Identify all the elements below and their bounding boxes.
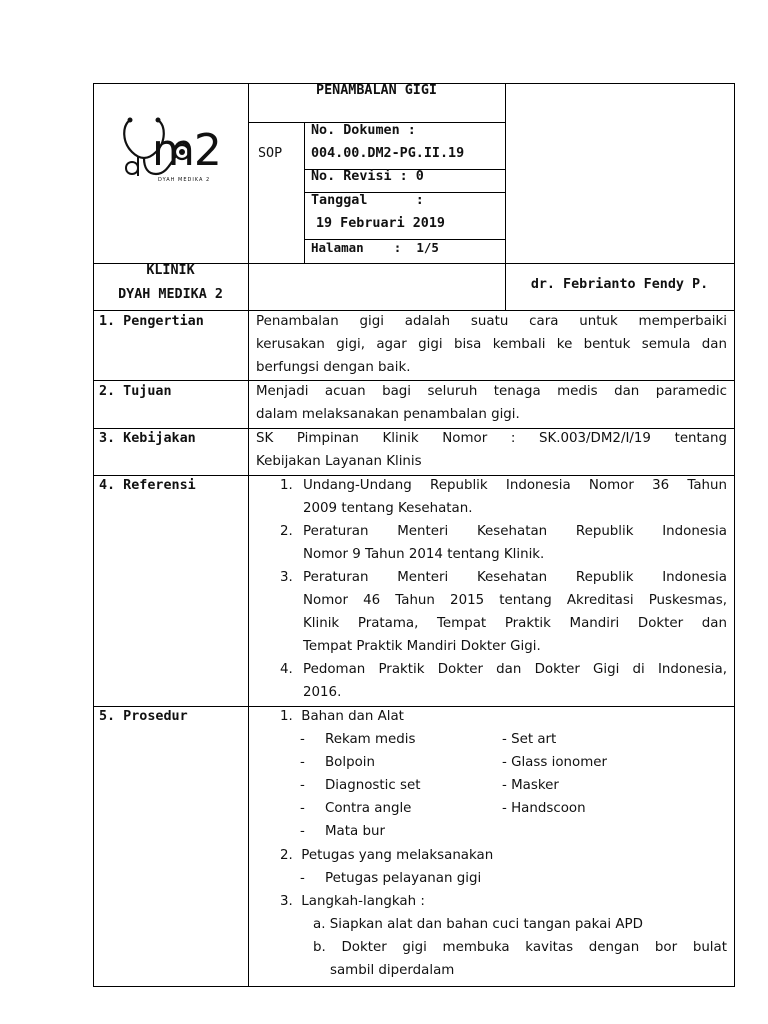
- ref-line: Nomor 46 Tahun 2015 tentang Akreditasi Puskesmas,: [303, 593, 727, 608]
- pengertian-line: berfungsi dengan baik.: [256, 360, 411, 375]
- bullet-dash: -: [300, 732, 305, 747]
- tool-item: - Set art: [502, 732, 557, 747]
- ref-line: 2016.: [303, 685, 342, 700]
- date-value: 19 Februari 2019: [316, 216, 445, 231]
- ref-number: 1.: [280, 478, 293, 493]
- logo-caption: DYAH MEDIKA 2: [158, 177, 211, 183]
- table-border-right: [734, 83, 735, 987]
- ref-number: 4.: [280, 662, 293, 677]
- doc-number-value: 004.00.DM2-PG.II.19: [311, 146, 465, 161]
- tujuan-line: dalam melaksanakan penambalan gigi.: [256, 407, 520, 422]
- section-label-pengertian: 1. Pengertian: [99, 314, 204, 329]
- table-border-bottom: [93, 986, 735, 987]
- section-label-prosedur: 5. Prosedur: [99, 709, 188, 724]
- divider: [93, 706, 735, 707]
- tool-item: - Glass ionomer: [502, 755, 607, 770]
- kebijakan-line: Kebijakan Layanan Klinis: [256, 454, 422, 469]
- tool-item: - Handscoon: [502, 801, 586, 816]
- ref-line: Klinik Pratama, Tempat Praktik Mandiri Dokter dan: [303, 616, 727, 631]
- revision-number: No. Revisi : 0: [311, 169, 424, 184]
- staff-item: Petugas pelayanan gigi: [325, 871, 482, 886]
- document-title: PENAMBALAN GIGI: [316, 83, 437, 98]
- divider: [248, 83, 249, 310]
- divider: [248, 310, 249, 987]
- tool-item: Contra angle: [325, 801, 412, 816]
- bullet-dash: -: [300, 778, 305, 793]
- bullet-dash: -: [300, 871, 305, 886]
- step-item: b. Dokter gigi membuka kavitas dengan bor bulat: [313, 940, 727, 955]
- ref-line: Nomor 9 Tahun 2014 tentang Klinik.: [303, 547, 545, 562]
- date-label: Tanggal :: [311, 193, 424, 208]
- step-item: sambil diperdalam: [330, 963, 455, 978]
- section-label-tujuan: 2. Tujuan: [99, 384, 172, 399]
- ref-number: 3.: [280, 570, 293, 585]
- section-label-kebijakan: 3. Kebijakan: [99, 431, 196, 446]
- tool-item: Diagnostic set: [325, 778, 421, 793]
- ref-number: 2.: [280, 524, 293, 539]
- ref-line: 2009 tentang Kesehatan.: [303, 501, 473, 516]
- section-label-referensi: 4. Referensi: [99, 478, 196, 493]
- page-number: Halaman : 1/5: [311, 240, 439, 255]
- tool-item: Rekam medis: [325, 732, 416, 747]
- ref-line: Peraturan Menteri Kesehatan Republik Indonesia: [303, 524, 727, 539]
- pengertian-line: Penambalan gigi adalah suatu cara untuk memperbaiki: [256, 314, 727, 329]
- kebijakan-line: SK Pimpinan Klinik Nomor : SK.003/DM2/I/19 tentang: [256, 431, 727, 446]
- tool-item: - Masker: [502, 778, 559, 793]
- ref-line: Undang-Undang Republik Indonesia Nomor 36 Tahun: [303, 478, 727, 493]
- clinic-name-line1: KLINIK: [146, 263, 195, 278]
- clinic-name-line2: DYAH MEDIKA 2: [118, 287, 223, 302]
- ref-line: Tempat Praktik Mandiri Dokter Gigi.: [303, 639, 541, 654]
- table-border-left: [93, 83, 94, 987]
- step-item: a. Siapkan alat dan bahan cuci tangan pakai APD: [313, 917, 643, 932]
- bullet-dash: -: [300, 801, 305, 816]
- pengertian-line: kerusakan gigi, agar gigi bisa kembali ke bentuk semula dan: [256, 337, 727, 352]
- signatory-name: dr. Febrianto Fendy P.: [530, 277, 709, 292]
- ref-line: Peraturan Menteri Kesehatan Republik Indonesia: [303, 570, 727, 585]
- bullet-dash: -: [300, 824, 305, 839]
- tool-item: Bolpoin: [325, 755, 375, 770]
- tool-item: Mata bur: [325, 824, 385, 839]
- prosedur-item-heading: 1. Bahan dan Alat: [280, 709, 404, 724]
- clinic-logo: [118, 112, 236, 188]
- sop-label: SOP: [258, 146, 283, 161]
- prosedur-item-heading: 3. Langkah-langkah :: [280, 894, 425, 909]
- tujuan-line: Menjadi acuan bagi seluruh tenaga medis dan paramedic: [256, 384, 727, 399]
- prosedur-item-heading: 2. Petugas yang melaksanakan: [280, 848, 494, 863]
- bullet-dash: -: [300, 755, 305, 770]
- doc-number-label: No. Dokumen :: [311, 123, 416, 138]
- logo-text: m2: [152, 125, 221, 176]
- ref-line: Pedoman Praktik Dokter dan Dokter Gigi di Indonesia,: [303, 662, 727, 677]
